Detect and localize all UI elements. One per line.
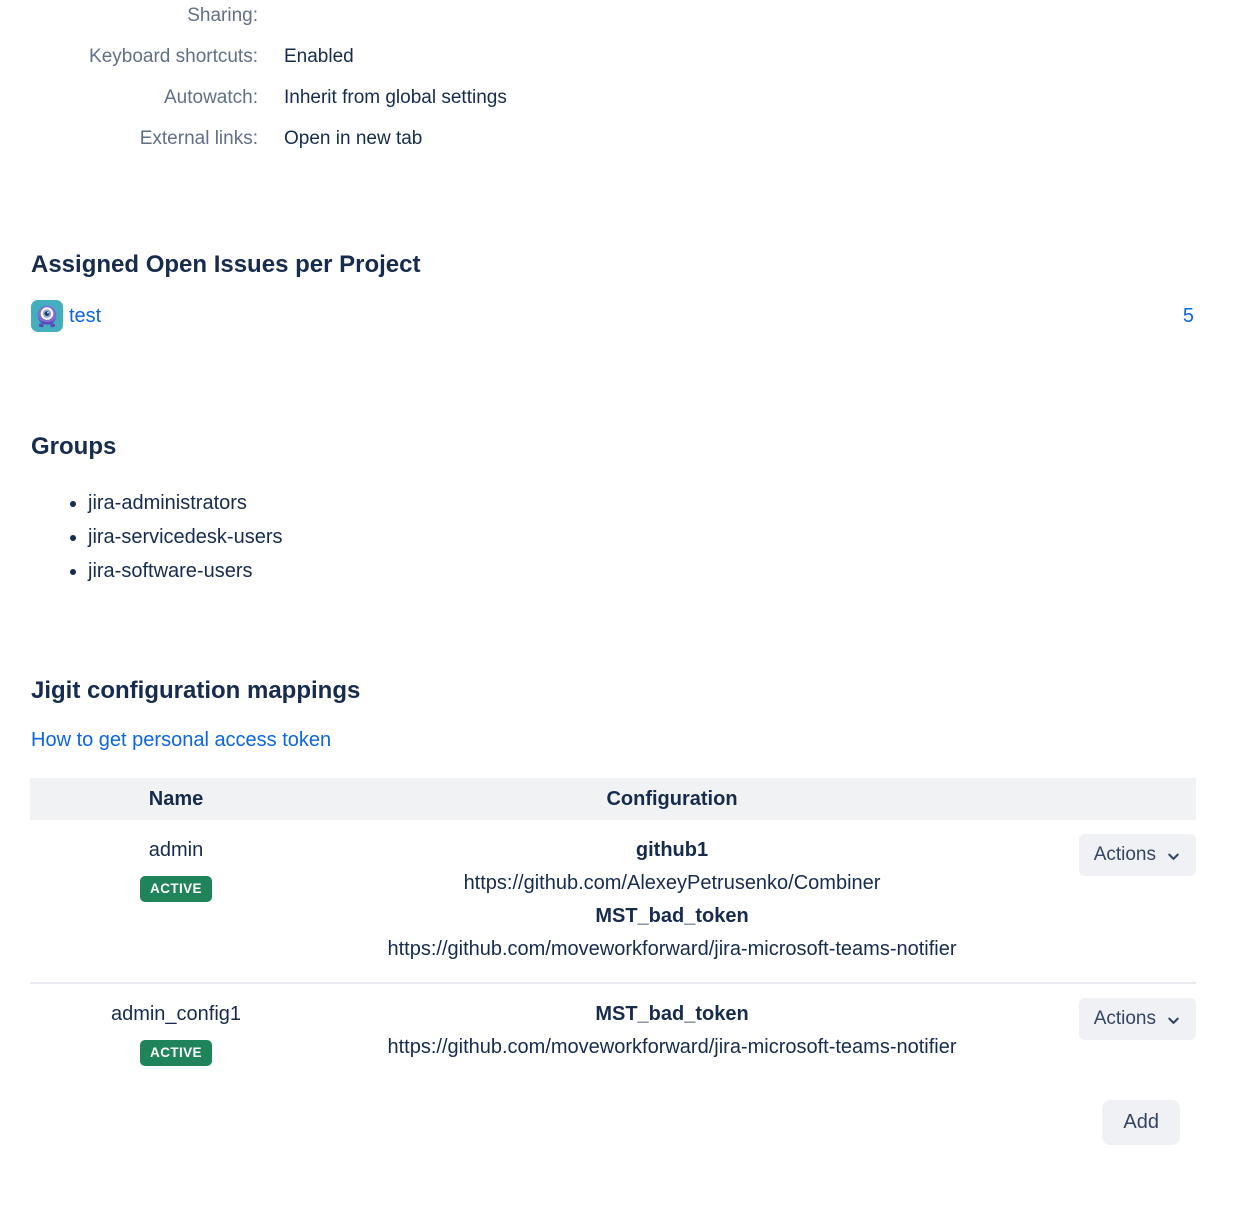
personal-access-token-help-link[interactable]: How to get personal access token	[31, 729, 332, 751]
group-item: • jira-software-users	[88, 554, 1196, 588]
project-open-issues-count[interactable]: 5	[1182, 304, 1194, 327]
column-header-name: Name	[30, 778, 322, 820]
config-title: MST_bad_token	[595, 1003, 749, 1025]
config-url: https://github.com/moveworkforward/jira-microsoft-teams-notifier	[387, 938, 957, 960]
table-header-row	[30, 778, 1196, 820]
chevron-down-icon	[1166, 1013, 1181, 1028]
actions-button-label: Actions	[1093, 844, 1156, 865]
pref-row-keyboard-shortcuts	[31, 43, 1196, 84]
jigit-config-table	[30, 778, 1196, 1084]
pref-row-autowatch	[31, 84, 1196, 125]
config-url: https://github.com/moveworkforward/jira-microsoft-teams-notifier	[387, 1036, 957, 1058]
configuration-cell	[322, 983, 1022, 1084]
preferences-section	[31, 2, 1196, 166]
add-row	[31, 1100, 1196, 1145]
actions-button-label: Actions	[1093, 1008, 1156, 1029]
actions-button[interactable]	[1079, 998, 1196, 1040]
table-row	[30, 983, 1196, 1084]
column-header-actions	[1022, 778, 1196, 820]
pref-label: Sharing:	[187, 5, 258, 26]
pref-row-sharing	[31, 2, 1196, 43]
project-link[interactable]: test	[69, 304, 102, 327]
pref-row-external-links	[31, 125, 1196, 166]
pref-label: Autowatch:	[164, 87, 258, 108]
pref-value: Enabled	[284, 46, 354, 67]
jigit-title: Jigit configuration mappings	[31, 677, 361, 704]
config-title: github1	[635, 839, 709, 861]
pref-value: Open in new tab	[284, 128, 423, 149]
pref-label: Keyboard shortcuts:	[89, 46, 258, 67]
assigned-issues-title: Assigned Open Issues per Project	[31, 251, 421, 278]
table-row	[30, 820, 1196, 983]
mapping-name: admin_config1	[110, 1003, 242, 1025]
actions-cell	[1022, 820, 1196, 983]
group-item: • jira-administrators	[88, 486, 1196, 520]
configuration-cell	[322, 820, 1022, 983]
project-avatar-monster-icon	[31, 300, 63, 332]
project-row	[31, 300, 1196, 332]
chevron-down-icon	[1166, 849, 1181, 864]
actions-button[interactable]	[1079, 834, 1196, 876]
groups-title: Groups	[31, 433, 117, 460]
groups-list	[31, 486, 1196, 588]
name-cell	[30, 983, 322, 1084]
pref-label: External links:	[139, 128, 258, 149]
pref-value: Inherit from global settings	[284, 87, 507, 108]
jigit-section	[31, 676, 1196, 1145]
add-button[interactable]: Add	[1102, 1100, 1180, 1145]
groups-section	[31, 432, 1196, 588]
config-title: MST_bad_token	[595, 905, 749, 927]
group-item: • jira-servicedesk-users	[88, 520, 1196, 554]
column-header-configuration: Configuration	[322, 778, 1022, 820]
status-badge: ACTIVE	[140, 1040, 212, 1066]
status-badge: ACTIVE	[140, 876, 212, 902]
config-url: https://github.com/AlexeyPetrusenko/Combiner	[463, 872, 881, 894]
name-cell	[30, 820, 322, 983]
assigned-issues-section	[31, 250, 1196, 332]
mapping-name: admin	[148, 839, 204, 861]
actions-cell	[1022, 983, 1196, 1084]
